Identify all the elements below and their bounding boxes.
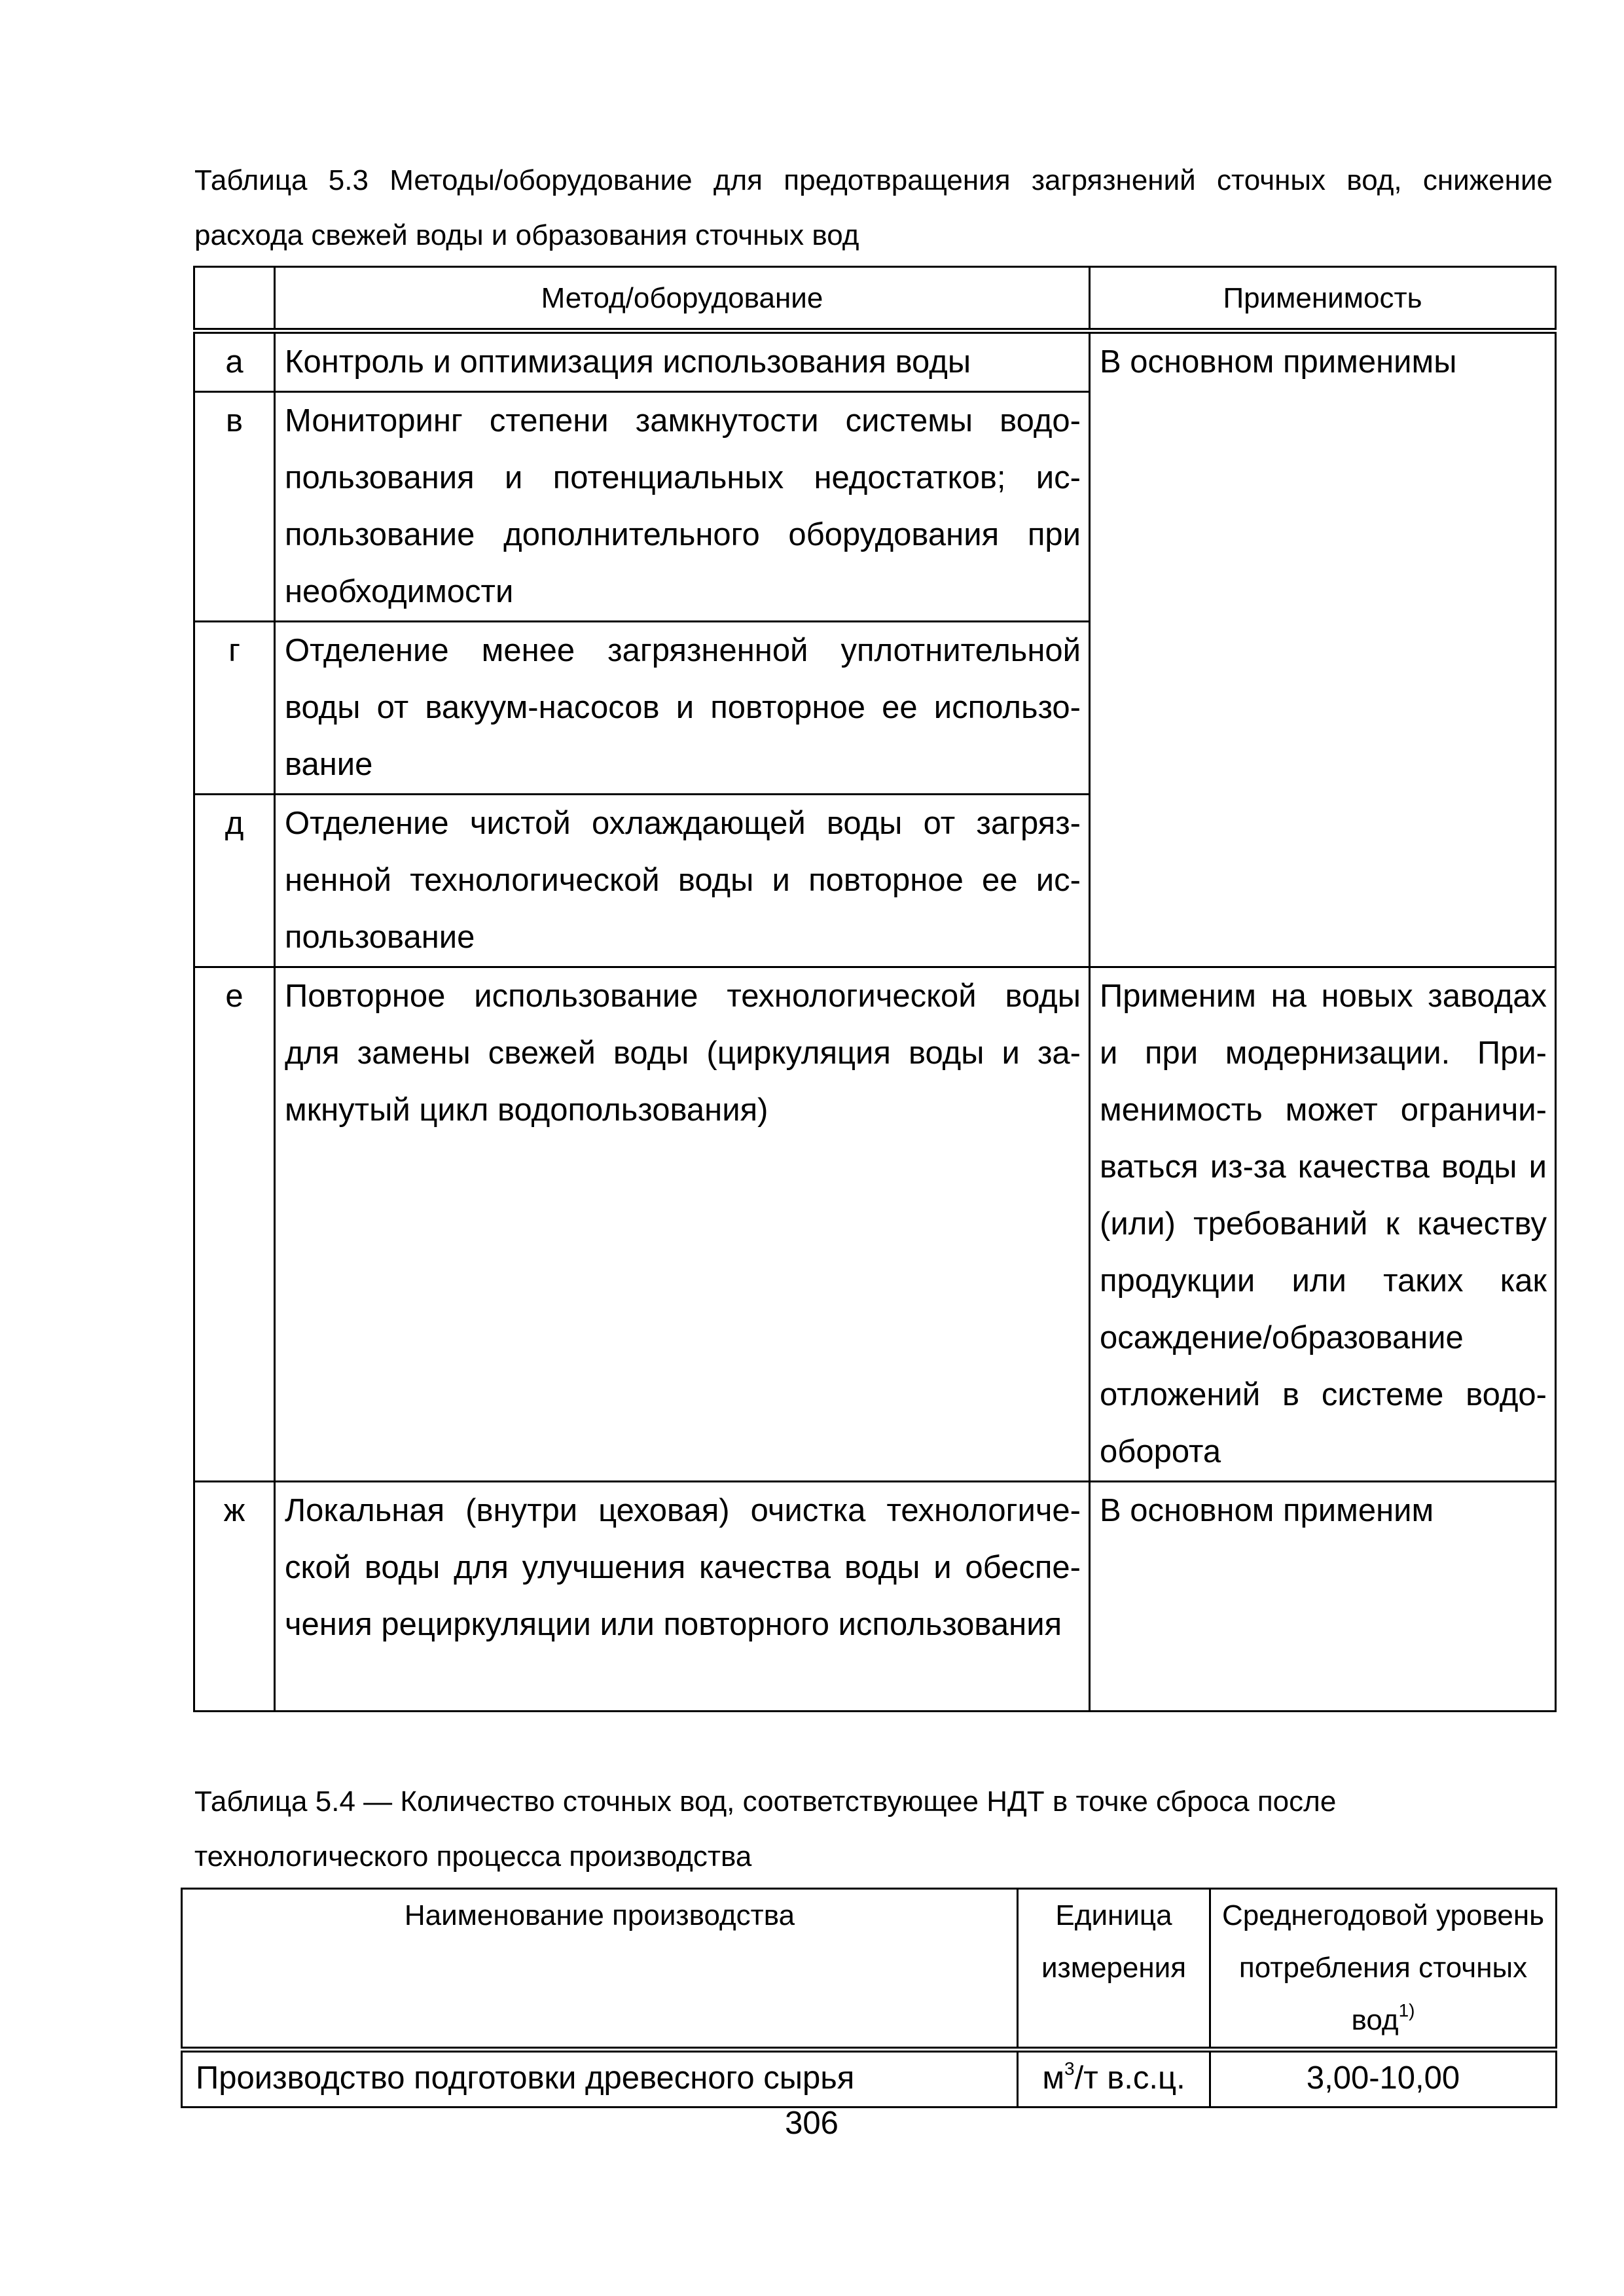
row-method: Мониторинг степени замкнутости системы водопользования и потенциальных недостатков; использование дополнительного оборудования при необходимости — [275, 392, 1090, 622]
row-method: Локальная (внутри цеховая) очистка технологической воды для улучшения качества воды и обеспечения рециркуляции или повторного использования — [275, 1482, 1090, 1712]
table-header-row — [182, 1889, 1557, 2050]
row-unit — [1018, 2050, 1210, 2108]
table-row — [194, 967, 1556, 1482]
row-applicability: В основном применимы — [1090, 331, 1556, 967]
row-letter: ж — [194, 1482, 275, 1712]
table-row — [194, 1482, 1556, 1712]
row-letter: в — [194, 392, 275, 622]
header-cell-method: Метод/оборудование — [275, 267, 1090, 331]
row-method: Повторное использование технологической воды для замены свежей воды (циркуляция воды и замкнутый цикл водопользования) — [275, 967, 1090, 1482]
row-name: Производство подготовки древесного сырья — [182, 2050, 1018, 2108]
row-letter: г — [194, 622, 275, 795]
unit-base: м — [1042, 2060, 1064, 2096]
header-cell-level — [1210, 1889, 1557, 2050]
table-5-4-caption: Таблица 5.4 — Количество сточных вод, соответствующее НДТ в точке сброса после технологического процесса производства — [194, 1785, 1337, 1873]
table-row — [182, 2050, 1557, 2108]
row-value: 3,00-10,00 — [1210, 2050, 1557, 2108]
header-cell-index — [194, 267, 275, 331]
table-5-3 — [193, 266, 1557, 1712]
row-letter: е — [194, 967, 275, 1482]
header-cell-name: Наименование производства — [182, 1889, 1018, 2050]
header-level-text: Среднегодовой уровень потребления сточных вод — [1221, 1899, 1545, 2036]
row-letter: д — [194, 795, 275, 967]
page-number: 306 — [785, 2106, 839, 2141]
header-cell-applicability: Применимость — [1090, 267, 1556, 331]
footnote-marker: 1) — [1398, 2000, 1415, 2021]
row-applicability: В основном применим — [1090, 1482, 1556, 1712]
unit-power: 3 — [1064, 2058, 1075, 2079]
header-cell-unit: Единица измерения — [1018, 1889, 1210, 2050]
table-header-row — [194, 267, 1556, 331]
row-method: Контроль и оптимизация использования воды — [275, 331, 1090, 392]
table-5-3-caption: Таблица 5.3 Методы/оборудование для предотвращения загрязнений сточных вод, снижение расхода свежей воды и образования сточных вод — [194, 164, 1553, 251]
table-5-4 — [181, 1888, 1557, 2108]
row-letter: а — [194, 331, 275, 392]
row-method: Отделение менее загрязненной уплотнительной воды от вакуум-насосов и повторное ее использование — [275, 622, 1090, 795]
table-row — [194, 331, 1556, 392]
unit-rest: /т в.с.ц. — [1074, 2060, 1185, 2096]
row-method: Отделение чистой охлаждающей воды от загрязненной технологической воды и повторное ее использование — [275, 795, 1090, 967]
row-applicability: Применим на новых заводах и при модернизации. Применимость может ограничиваться из-за качества воды и (или) требований к качеству продукции или таких как осаждение/образование отложений в системе водооборота — [1090, 967, 1556, 1482]
